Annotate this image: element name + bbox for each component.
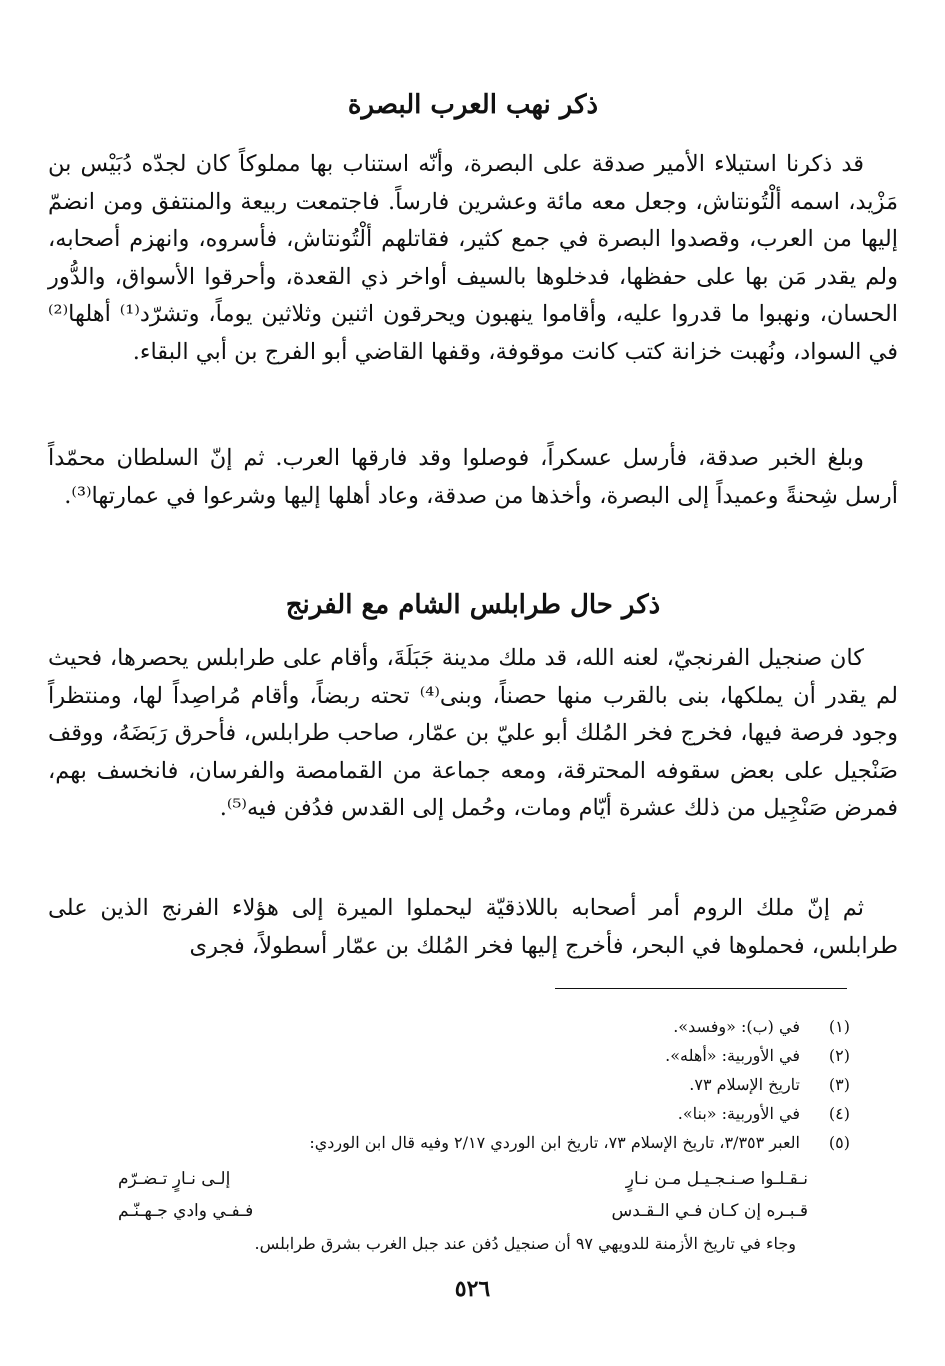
paragraph: كان صنجيل الفرنجيّ، لعنه الله، قد ملك مدينة جَبَلَةَ، وأقام على طرابلس يحصرها، فحيث لم يقدر أن يملكها، بنى بالقرب منها حصناً، وبنى⁽⁴⁾ تحته ربضاً، وأقام مُراصِداً لها، ومنتظراً وجود فرصة فيها، فخرج فخر المُلك أبو عليّ بن عمّار، صاحب طرابلس، فأحرق رَبَضَهُ، ووقف صَنْجيل على بعض سقوفه المحترقة، ومعه جماعة من القمامصة والفرسان، فانخسف بهم، فمرض صَنْجِيل من ذلك عشرة أيّام ومات، وحُمل إلى القدس فدُفن فيه⁽⁵⁾.: [48, 645, 899, 821]
poem-verse: [118, 1164, 808, 1194]
footnote: (١) في (ب): «وفسد».: [673, 1017, 850, 1036]
footnote-continuation: وجاء في تاريخ الأزمنة للدويهي ٩٧ أن صنجيل دُفن عند جبل الغرب بشرق طرابلس.: [254, 1234, 796, 1253]
paragraph: قد ذكرنا استيلاء الأمير صدقة على البصرة، وأنّه استناب بها مملوكاً كان لجدّه دُبَيْس بن مَزْيد، اسمه ألْتُونتاش، وجعل معه مائة وعشرين فارساً. فاجتمعت ربيعة والمنتفق ومن انضمّ إليها من العرب، وقصدوا البصرة في جمع كثير، فقاتلهم ألْتُونتاش، فأسروه، وانهزم أصحابه، ولم يقدر مَن بها على حفظها، فدخلوها بالسيف أواخر ذي القعدة، وأحرقوا الأسواق، والدُّور الحسان، ونهبوا ما قدروا عليه، وأقاموا ينهبون ويحرقون اثنين وثلاثين يوماً، وتشرّد⁽¹⁾ أهلها⁽²⁾ في السواد، ونُهبت خزانة كتب كانت موقوفة، وقفها القاضي أبو الفرج بن أبي البقاء.: [48, 151, 898, 365]
section-heading: ذكر حال طرابلس الشام مع الفرنج: [285, 590, 661, 620]
poem-verse: [118, 1196, 808, 1226]
footnote: (٣) تاريخ الإسلام ٧٣.: [689, 1075, 850, 1094]
paragraph: وبلغ الخبر صدقة، فأرسل عسكراً، فوصلوا وقد فارقها العرب. ثم إنّ السلطان محمّداً أرسل شِحنةً وعميداً إلى البصرة، وأخذها من صدقة، وعاد أهلها إليها وشرعوا في عمارتها⁽³⁾.: [48, 445, 898, 509]
paragraph: ثم إنّ ملك الروم أمر أصحابه باللاذقيّة ليحملوا الميرة إلى هؤلاء الفرنج الذين على طرابلس، فحملوها في البحر، فأخرج إليها فخر المُلك بن عمّار أسطولاً، فجرى: [48, 895, 898, 959]
footnote: (٥) العبر ٣/٣٥٣، تاريخ الإسلام ٧٣، تاريخ ابن الوردي ٢/١٧ وفيه قال ابن الوردي:: [309, 1133, 850, 1152]
page-number: ٥٢٦: [454, 1276, 491, 1302]
verse-hemistich: إلـى نـارٍ تـضـرّم: [118, 1169, 231, 1189]
verse-hemistich: فـفـي وادي جـهـنّـم: [118, 1201, 254, 1221]
footnote: (٤) في الأوربية: «بنا».: [677, 1104, 850, 1123]
verse-hemistich: قـبـره إن كـان فـي الـقـدس: [611, 1201, 808, 1221]
footnotes-list: [90, 1012, 850, 1157]
verse-hemistich: نـقـلـوا صـنـجـيـل مـن نـارٍ: [625, 1169, 808, 1189]
section-heading: ذكر نهب العرب البصرة: [347, 90, 599, 120]
footnote: (٢) في الأوربية: «أهله».: [665, 1046, 850, 1065]
footnote-divider: [555, 988, 847, 989]
